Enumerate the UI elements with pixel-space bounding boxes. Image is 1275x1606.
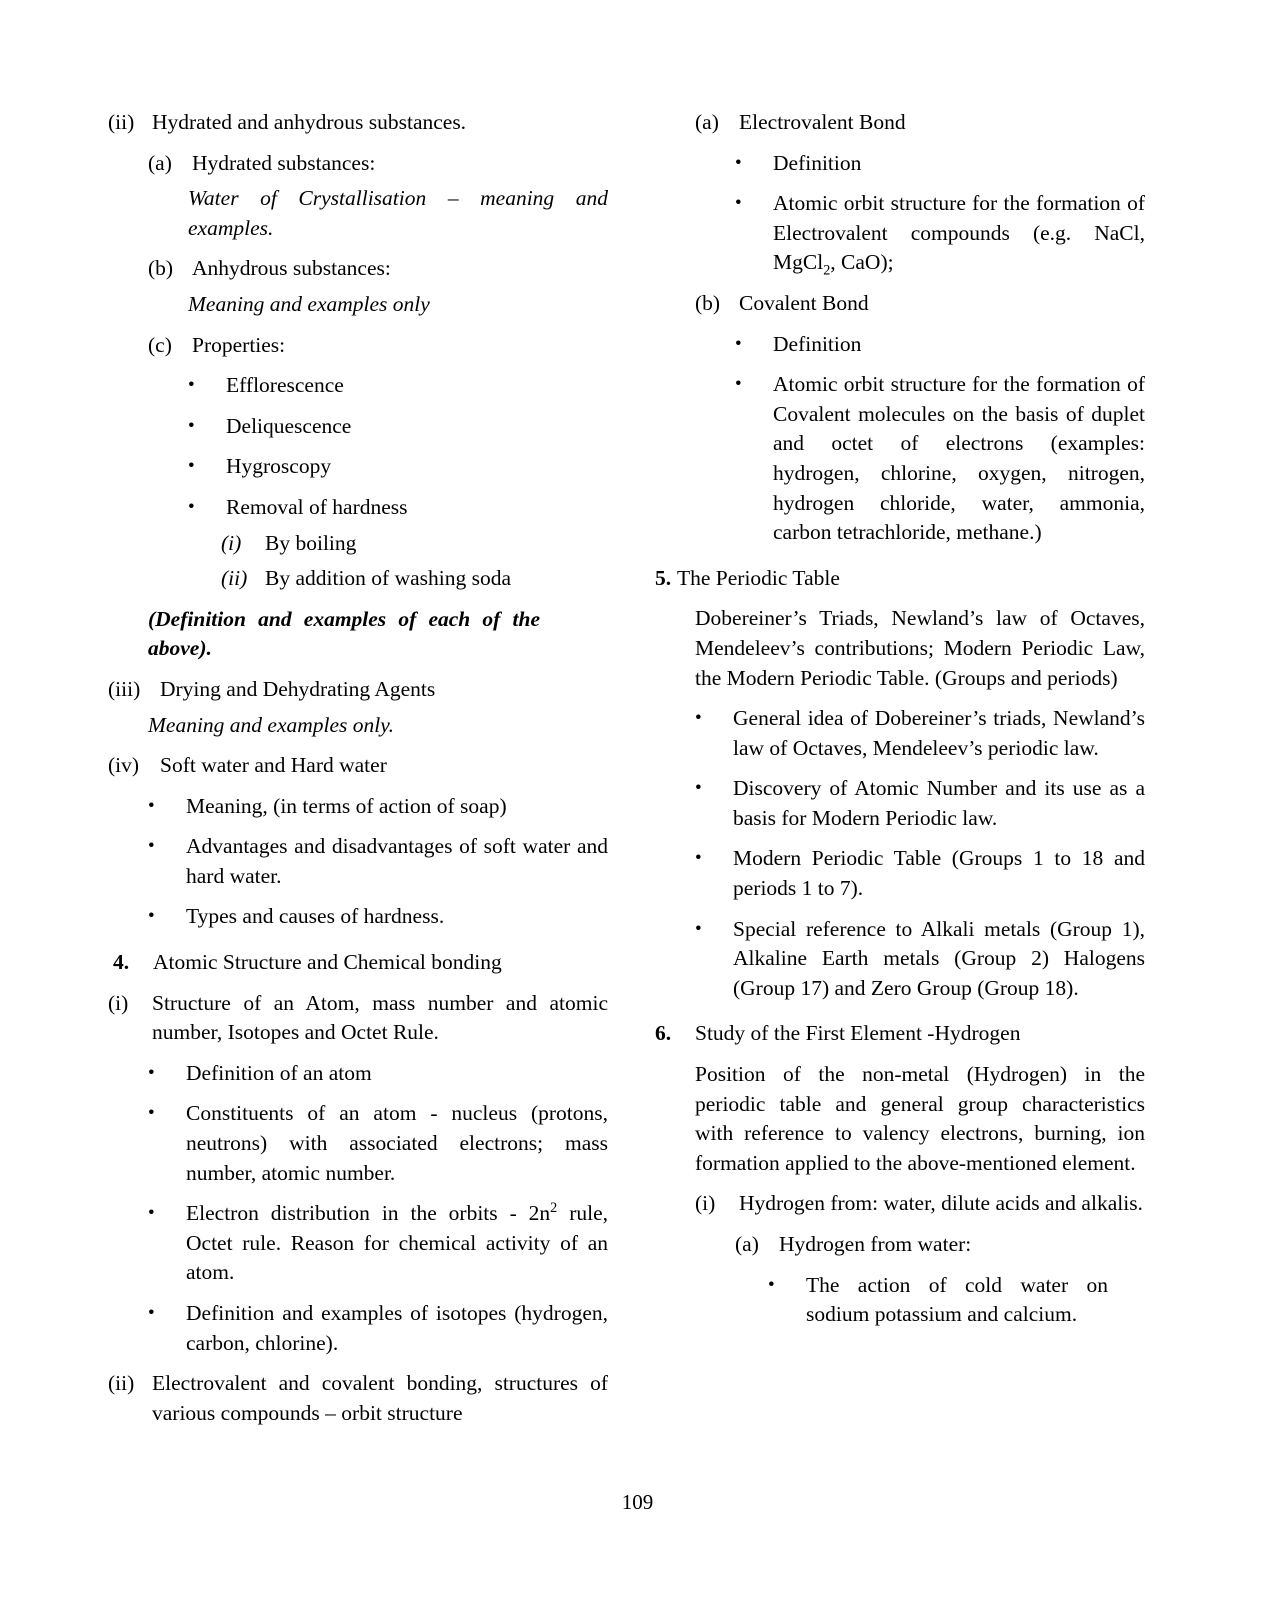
list-item-roman-ii-bonding bbox=[108, 1369, 608, 1428]
bullet-icon: • bbox=[188, 374, 195, 396]
anhydrous-substances-detail: Meaning and examples only bbox=[188, 291, 430, 316]
bullet-icon: • bbox=[148, 1062, 155, 1084]
bullet-icon: • bbox=[148, 1102, 155, 1124]
bullet-icon: • bbox=[695, 918, 702, 940]
bullet-text: Discovery of Atomic Number and its use as a basis for Modern Periodic law. bbox=[733, 776, 1145, 830]
hydrogen-intro: Position of the non-metal (Hydrogen) in the periodic table and general group characteristics with reference to valency electrons, burning, ion formation applied to the above-mentioned element. bbox=[695, 1062, 1145, 1175]
bullet-item bbox=[188, 452, 608, 482]
section-title: Study of the First Element -Hydrogen bbox=[695, 1021, 1021, 1046]
left-column bbox=[108, 108, 608, 1428]
hydrated-substances-detail: Water of Crystallisation – meaning and examples. bbox=[188, 186, 608, 240]
list-marker: (iv) bbox=[108, 753, 140, 778]
list-text: Hydrated substances: bbox=[192, 150, 376, 175]
bullet-icon: • bbox=[188, 496, 195, 518]
bullet-text: Definition of an atom bbox=[186, 1060, 372, 1085]
list-item-roman-i-hydrogen bbox=[695, 1189, 1145, 1219]
list-marker: (i) bbox=[695, 1191, 716, 1216]
bullet-item bbox=[188, 493, 608, 523]
bullet-icon: • bbox=[148, 795, 155, 817]
list-item-roman-iv bbox=[108, 751, 608, 781]
bullet-text: Meaning, (in terms of action of soap) bbox=[186, 793, 507, 818]
bullet-icon: • bbox=[148, 905, 155, 927]
bullet-item bbox=[148, 832, 608, 891]
list-text: By addition of washing soda bbox=[265, 566, 512, 591]
list-item-roman-iii bbox=[108, 675, 608, 705]
bullet-icon: • bbox=[695, 777, 702, 799]
section-number: 6. bbox=[655, 1021, 672, 1046]
list-marker: (i) bbox=[221, 530, 242, 555]
bullet-icon: • bbox=[695, 847, 702, 869]
right-column bbox=[655, 108, 1145, 1330]
page-number: 109 bbox=[621, 1490, 654, 1514]
list-item-roman-ii-washing-soda bbox=[221, 564, 608, 594]
section-title: Atomic Structure and Chemical bonding bbox=[153, 950, 502, 975]
bullet-text: Definition bbox=[773, 331, 862, 356]
bullet-item-covalent-orbit bbox=[735, 370, 1145, 548]
bullet-item bbox=[148, 1299, 608, 1358]
bullet-icon: • bbox=[148, 1202, 155, 1224]
bullet-text: Special reference to Alkali metals (Group 1), Alkaline Earth metals (Group 2) Halogens (Group 17) and Zero Group (Group 18). bbox=[733, 916, 1145, 1000]
bullet-text: Deliquescence bbox=[226, 413, 352, 438]
bullet-text: Removal of hardness bbox=[226, 494, 408, 519]
list-marker: (ii) bbox=[221, 566, 248, 591]
list-marker: (iii) bbox=[108, 676, 141, 701]
list-marker: (ii) bbox=[108, 1371, 135, 1396]
list-item-letter-b bbox=[148, 254, 608, 284]
list-item-roman-ii bbox=[108, 108, 608, 138]
bullet-item bbox=[148, 792, 608, 822]
bullet-item bbox=[148, 1099, 608, 1188]
list-text: Electrovalent and covalent bonding, structures of various compounds – orbit structure bbox=[152, 1371, 608, 1425]
list-text: Structure of an Atom, mass number and atomic number, Isotopes and Octet Rule. bbox=[152, 990, 608, 1045]
bullet-text: Atomic orbit structure for the formation of Covalent molecules on the basis of duplet and octet of electrons (examples: hydrogen, chlorine, oxygen, nitrogen, hydrogen chloride, water, ammonia, carbon tetrachloride, methane.) bbox=[773, 372, 1145, 545]
bullet-item bbox=[695, 844, 1145, 903]
orbit-text-post: , CaO); bbox=[830, 250, 894, 275]
list-text: Covalent Bond bbox=[739, 290, 869, 315]
list-marker: (b) bbox=[695, 290, 721, 315]
list-item-letter-b-covalent bbox=[695, 289, 1145, 319]
bullet-text: Types and causes of hardness. bbox=[186, 904, 445, 929]
list-item-roman-i bbox=[108, 989, 608, 1048]
section-number: 4. bbox=[113, 950, 130, 975]
section-title: The Periodic Table bbox=[677, 565, 840, 590]
list-text: Electrovalent Bond bbox=[739, 110, 906, 134]
bullet-text bbox=[773, 189, 1145, 278]
list-marker: (a) bbox=[695, 110, 719, 134]
bullet-icon: • bbox=[148, 1302, 155, 1324]
bullet-icon: • bbox=[735, 333, 742, 355]
bullet-item bbox=[148, 902, 608, 932]
bullet-item bbox=[188, 412, 608, 442]
electron-superscript: 2 bbox=[550, 1200, 558, 1217]
electron-text-post: rule, Octet rule. Reason for chemical activity of an atom. bbox=[186, 1201, 608, 1285]
section-heading-4 bbox=[113, 948, 608, 978]
list-text: Drying and Dehydrating Agents bbox=[160, 676, 436, 701]
periodic-table-intro: Dobereiner’s Triads, Newland’s law of Octaves, Mendeleev’s contributions; Modern Periodic Law, the Modern Periodic Table. (Groups and periods) bbox=[695, 606, 1145, 690]
list-item-letter-a-hydrogen-water bbox=[735, 1230, 1145, 1260]
list-marker: (a) bbox=[735, 1232, 759, 1256]
bullet-item bbox=[768, 1271, 1108, 1330]
bullet-item-electron-distribution bbox=[148, 1199, 608, 1288]
list-text: Hydrogen from water: bbox=[779, 1232, 972, 1256]
bullet-item bbox=[695, 704, 1145, 763]
list-marker: (a) bbox=[148, 150, 172, 175]
section-heading-5 bbox=[655, 564, 1145, 594]
bullet-item bbox=[695, 915, 1145, 1004]
orbit-text-pre: Atomic orbit structure for the formation of Electrovalent compounds (e.g. NaCl, MgCl bbox=[773, 191, 1145, 275]
list-item-roman-i-boiling bbox=[221, 529, 608, 559]
bullet-item bbox=[735, 330, 1145, 360]
bullet-item bbox=[148, 1059, 608, 1089]
bullet-icon: • bbox=[695, 707, 702, 729]
bullet-text: General idea of Dobereiner’s triads, Newland’s law of Octaves, Mendeleev’s periodic law. bbox=[733, 706, 1145, 760]
section-heading-6 bbox=[655, 1019, 1145, 1049]
bullet-text: Advantages and disadvantages of soft water and hard water. bbox=[186, 834, 608, 888]
bullet-icon: • bbox=[188, 415, 195, 437]
list-text: Anhydrous substances: bbox=[192, 256, 391, 281]
bullet-text: Definition and examples of isotopes (hydrogen, carbon, chlorine). bbox=[186, 1301, 608, 1355]
list-marker: (ii) bbox=[108, 110, 135, 134]
bullet-text: Definition bbox=[773, 150, 862, 175]
list-item-letter-a bbox=[148, 149, 608, 179]
list-item-letter-c bbox=[148, 331, 608, 361]
section-number: 5. bbox=[655, 565, 672, 590]
drying-agents-detail: Meaning and examples only. bbox=[148, 712, 395, 737]
bullet-text: The action of cold water on sodium potassium and calcium. bbox=[806, 1272, 1108, 1327]
list-text: Soft water and Hard water bbox=[160, 753, 387, 778]
bullet-icon: • bbox=[768, 1274, 775, 1296]
bullet-item bbox=[188, 371, 608, 401]
bullet-text: Constituents of an atom - nucleus (protons, neutrons) with associated electrons; mass number, atomic number. bbox=[186, 1101, 608, 1185]
list-marker: (i) bbox=[108, 990, 129, 1015]
bullet-text: Modern Periodic Table (Groups 1 to 18 and periods 1 to 7). bbox=[733, 846, 1145, 901]
definition-note: (Definition and examples of each of the above). bbox=[148, 606, 540, 661]
list-item-letter-a-electrovalent bbox=[695, 108, 1145, 138]
bullet-icon: • bbox=[188, 455, 195, 477]
bullet-icon: • bbox=[148, 835, 155, 857]
list-text: Properties: bbox=[192, 332, 286, 357]
list-marker: (c) bbox=[148, 332, 172, 357]
bullet-icon: • bbox=[735, 192, 742, 214]
mgcl2-subscript: 2 bbox=[823, 262, 831, 279]
electron-text-pre: Electron distribution in the orbits - 2n bbox=[186, 1201, 551, 1226]
list-text: Hydrogen from: water, dilute acids and alkalis. bbox=[739, 1191, 1143, 1216]
bullet-icon: • bbox=[735, 373, 742, 395]
bullet-text bbox=[186, 1199, 608, 1288]
bullet-text: Efflorescence bbox=[226, 373, 344, 398]
bullet-item bbox=[735, 149, 1145, 179]
bullet-icon: • bbox=[735, 152, 742, 174]
list-text: Hydrated and anhydrous substances. bbox=[152, 110, 467, 134]
bullet-item bbox=[695, 774, 1145, 833]
bullet-item-electrovalent-orbit bbox=[735, 189, 1145, 278]
bullet-text: Hygroscopy bbox=[226, 454, 332, 479]
list-text: By boiling bbox=[265, 530, 357, 555]
list-marker: (b) bbox=[148, 256, 174, 281]
